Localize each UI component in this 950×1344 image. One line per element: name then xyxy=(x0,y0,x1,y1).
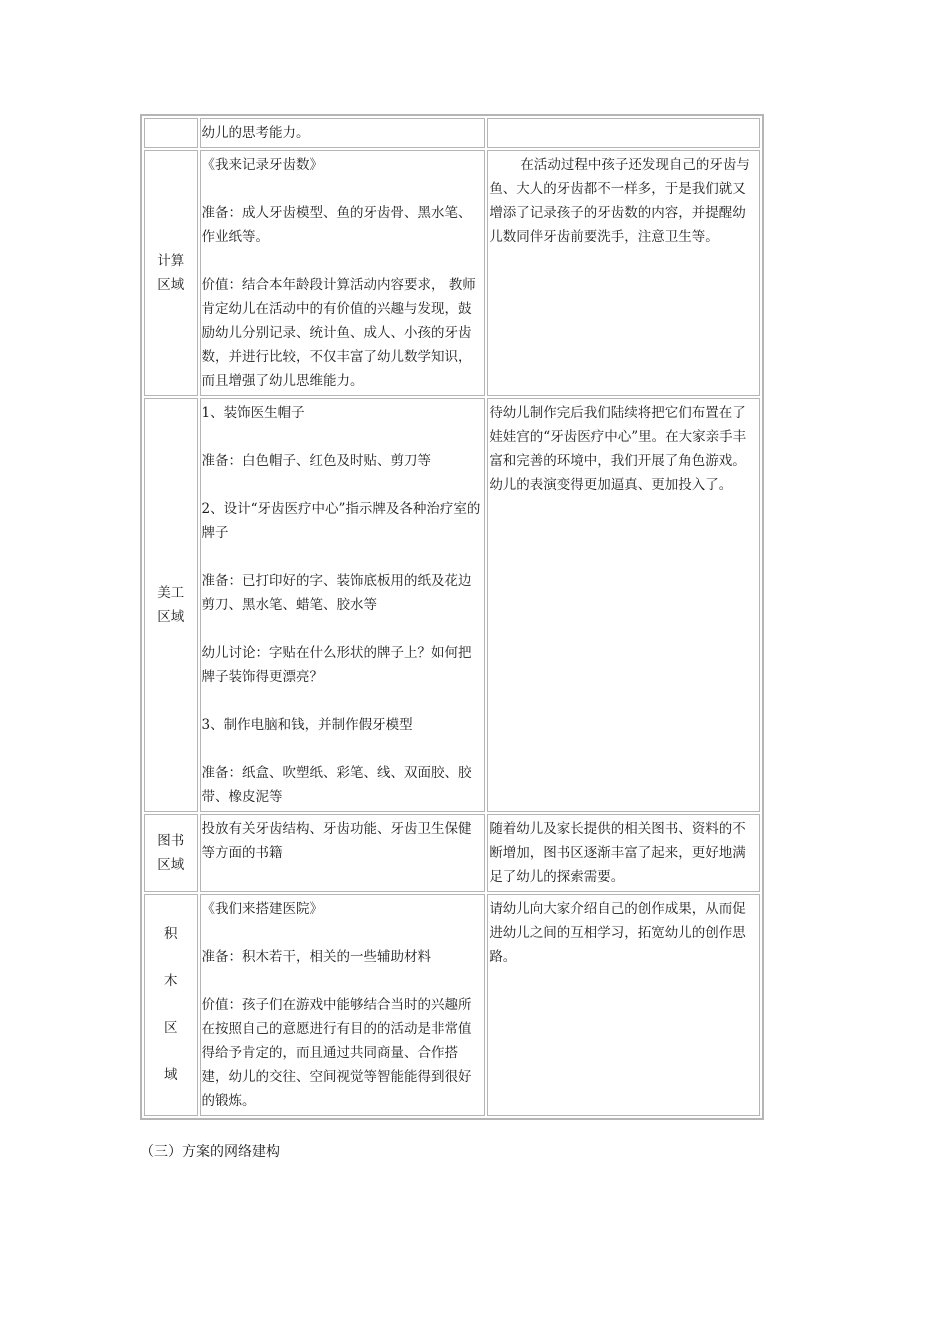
area-cell xyxy=(144,150,198,396)
activity-table xyxy=(140,114,764,1120)
area-label: 积木区域 xyxy=(164,926,178,1083)
plan-item-3: 3、制作电脑和钱，并制作假牙模型 xyxy=(201,717,413,733)
plan-cell xyxy=(200,894,486,1116)
area-label: 计算区域 xyxy=(157,253,185,293)
area-label: 图书区域 xyxy=(157,833,185,873)
plan-cell xyxy=(200,118,486,148)
note-text: 待幼儿制作完后我们陆续将把它们布置在了娃娃宫的“牙齿医疗中心”里。在大家亲手丰富和完善的环境中，我们开展了角色游戏。幼儿的表演变得更加逼真、更加投入了。 xyxy=(489,405,747,493)
plan-preparation-1: 准备：白色帽子、红色及时贴、剪刀等 xyxy=(201,453,432,469)
note-cell xyxy=(487,118,760,148)
plan-value: 价值：孩子们在游戏中能够结合当时的兴趣所在按照自己的意愿进行有目的的活动是非常值得给予肯定的，而且通过共同商量、合作搭建，幼儿的交往、空间视觉等智能能得到很好的锻炼。 xyxy=(201,997,472,1109)
plan-title: 《我们来搭建医院》 xyxy=(201,901,324,917)
note-text: 请幼儿向大家介绍自己的创作成果，从而促进幼儿之间的互相学习，拓宽幼儿的创作思路。 xyxy=(489,901,746,965)
note-cell xyxy=(487,894,760,1116)
area-cell xyxy=(144,894,198,1116)
plan-item-2: 2、设计“牙齿医疗中心”指示牌及各种治疗室的牌子 xyxy=(201,501,481,541)
plan-preparation-3: 准备：纸盒、吹塑纸、彩笔、线、双面胶、胶带、橡皮泥等 xyxy=(201,765,472,805)
plan-cell xyxy=(200,398,486,812)
note-cell xyxy=(487,814,760,892)
note-text: 随着幼儿及家长提供的相关图书、资料的不断增加，图书区逐渐丰富了起来，更好地满足了幼儿的探索需要。 xyxy=(489,821,746,885)
table-row xyxy=(144,894,760,1116)
plan-preparation: 准备：成人牙齿模型、鱼的牙齿骨、黑水笔、作业纸等。 xyxy=(201,205,472,245)
plan-item-1: 1、装饰医生帽子 xyxy=(201,405,305,421)
plan-cell xyxy=(200,150,486,396)
plan-discussion: 幼儿讨论：字贴在什么形状的牌子上？如何把牌子装饰得更漂亮？ xyxy=(201,645,472,685)
table-row xyxy=(144,814,760,892)
table-row xyxy=(144,118,760,148)
table-row xyxy=(144,150,760,396)
area-cell xyxy=(144,118,198,148)
plan-preparation-2: 准备：已打印好的字、装饰底板用的纸及花边剪刀、黑水笔、蜡笔、胶水等 xyxy=(201,573,472,613)
note-cell xyxy=(487,398,760,812)
plan-line: 幼儿的思考能力。 xyxy=(201,125,310,141)
area-label: 美工区域 xyxy=(157,585,185,625)
area-cell xyxy=(144,814,198,892)
section-heading: （三）方案的网络建构 xyxy=(140,1144,280,1160)
plan-cell xyxy=(200,814,486,892)
plan-preparation: 准备：积木若干，相关的一些辅助材料 xyxy=(201,949,432,965)
area-cell xyxy=(144,398,198,812)
table-row xyxy=(144,398,760,812)
note-text: 在活动过程中孩子还发现自己的牙齿与鱼、大人的牙齿都不一样多，于是我们就又增添了记录孩子的牙齿数的内容，并提醒幼儿数同伴牙齿前要洗手，注意卫生等。 xyxy=(489,157,750,245)
plan-value: 价值：结合本年龄段计算活动内容要求， 教师肯定幼儿在活动中的有价值的兴趣与发现，鼓励幼儿分别记录、统计鱼、成人、小孩的牙齿数，并进行比较，不仅丰富了幼儿数学知识，而且增强了幼儿思维能力。 xyxy=(201,277,476,389)
plan-text: 投放有关牙齿结构、牙齿功能、牙齿卫生保健等方面的书籍 xyxy=(201,821,472,861)
plan-title: 《我来记录牙齿数》 xyxy=(201,157,324,173)
note-cell xyxy=(487,150,760,396)
